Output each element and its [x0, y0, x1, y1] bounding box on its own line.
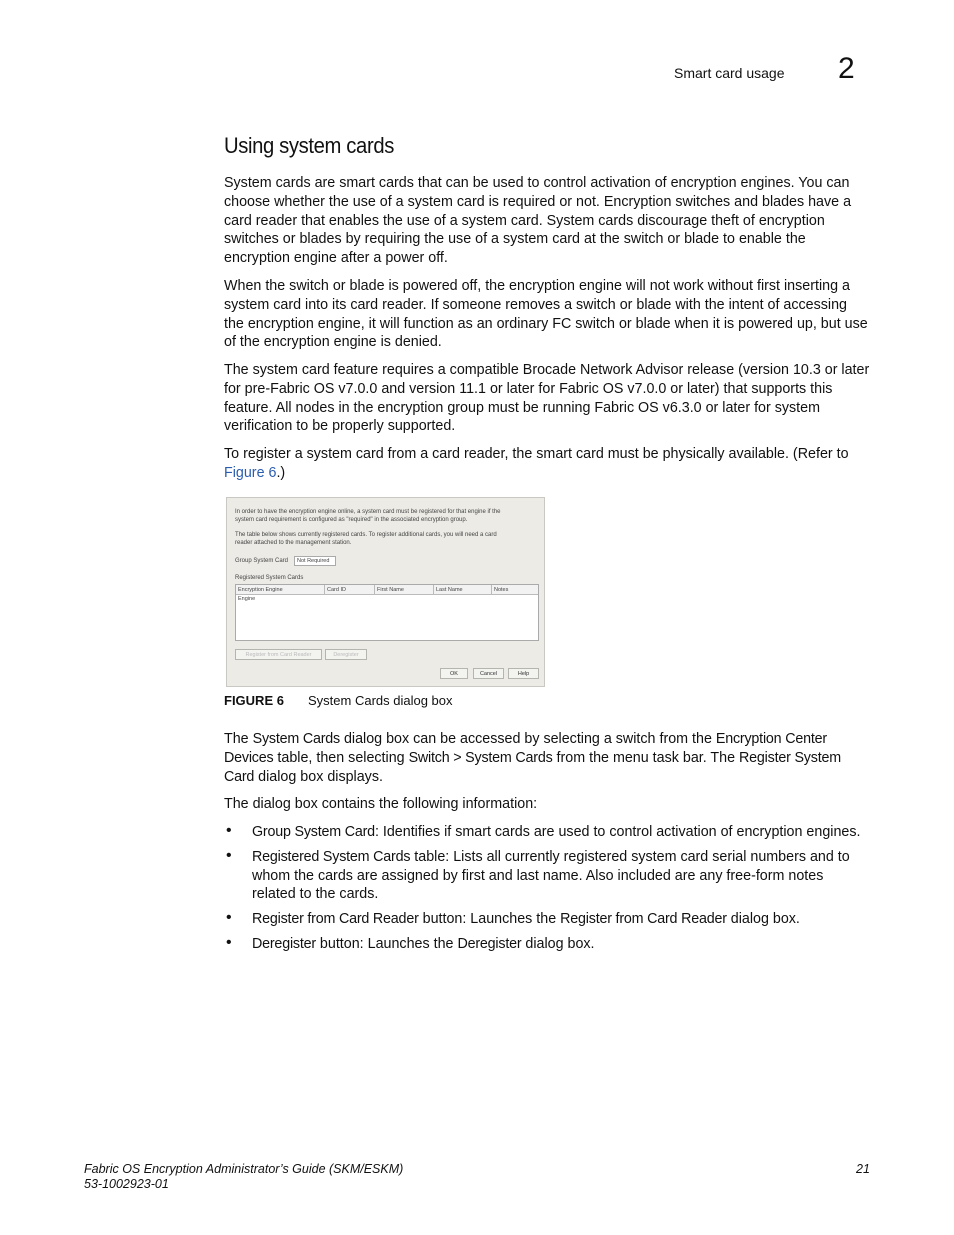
column-notes[interactable]: Notes: [492, 585, 538, 595]
paragraph-power-off: When the switch or blade is powered off, the encryption engine will not work without first inserting a system card into its card reader. If someone removes a switch or blade with the intent of accessing the encryption engine, it will function as an ordinary FC switch or blade when it is powered up, but use of the encryption engine is denied.: [224, 278, 868, 351]
register-text-end: .): [276, 464, 286, 481]
paragraph-register: [224, 445, 870, 483]
access-text: from the menu task bar. The: [552, 749, 740, 766]
ui-term-encryption-center-devices: Encryption Center Devices: [224, 731, 827, 766]
running-header-section: Smart card usage: [674, 65, 785, 81]
figure-6-link[interactable]: Figure 6: [224, 464, 277, 481]
ui-term-system-cards: System Cards: [252, 731, 340, 747]
information-list: [224, 823, 870, 954]
paragraph-intro: System cards are smart cards that can be used to control activation of encryption engines. You can choose whether the use of a system card is required or not. Encryption switches and blades have a card reader that enables the use of a system card. System cards discourage theft of encryption switches or blades by requiring the use of a system card at the switch or blade to enable the encryption engine after a power off.: [224, 175, 852, 267]
access-text: dialog box displays.: [254, 768, 383, 785]
column-first-name[interactable]: First Name: [375, 585, 434, 595]
list-item: [224, 823, 870, 842]
cancel-button[interactable]: Cancel: [473, 668, 504, 679]
list-item-text: : Identifies if smart cards are used to control activation of encryption engines.: [374, 824, 861, 840]
bullet-icon: •: [226, 933, 232, 951]
ok-button[interactable]: OK: [440, 668, 468, 679]
access-text: The: [224, 731, 253, 747]
footer-document-number: 53-1002923-01: [84, 1177, 169, 1191]
registered-cards-label: Registered System Cards: [235, 575, 304, 581]
deregister-button[interactable]: Deregister: [325, 649, 367, 660]
column-last-name[interactable]: Last Name: [434, 585, 492, 595]
bullet-icon: •: [226, 909, 232, 927]
list-item: [224, 848, 870, 904]
ui-term-switch-system-cards: Switch > System Cards: [408, 749, 553, 766]
list-item-text: table: Lists all currently registered system card serial numbers and to whom the cards are assigned by first and last name. Also included are any free-form notes related to the cards.: [252, 848, 850, 903]
bullet-icon: •: [226, 846, 232, 864]
help-button[interactable]: Help: [508, 668, 539, 679]
bullet-icon: •: [226, 822, 232, 839]
ui-term: Registered System Cards: [252, 848, 411, 865]
group-system-card-label: Group System Card: [235, 558, 289, 564]
access-text: dialog box can be accessed by selecting a switch from the: [339, 731, 716, 747]
ui-term: Deregister: [457, 935, 522, 952]
system-cards-dialog-screenshot: [226, 497, 545, 687]
paragraph-contains: The dialog box contains the following information:: [224, 796, 538, 812]
register-from-card-reader-button[interactable]: Register from Card Reader: [235, 649, 322, 660]
dialog-intro-line-1: In order to have the encryption engine online, a system card must be registered for that engine if the: [235, 509, 501, 515]
column-encryption-engine[interactable]: Encryption Engine: [236, 585, 325, 595]
list-item: [224, 935, 870, 954]
group-system-card-field[interactable]: Not Required: [294, 556, 336, 566]
ui-term: Register from Card Reader: [560, 911, 727, 928]
ui-term: Deregister: [252, 935, 316, 952]
figure-number: FIGURE 6: [224, 693, 284, 708]
figure-caption: System Cards dialog box: [308, 693, 453, 708]
chapter-number: 2: [838, 52, 855, 85]
ui-term: Group System Card: [252, 824, 375, 840]
list-item-text: dialog box.: [521, 935, 595, 952]
access-text: table, then selecting: [273, 749, 409, 766]
registered-cards-table[interactable]: [235, 584, 539, 641]
ui-term: Register from Card Reader: [252, 911, 419, 928]
table-row[interactable]: Engine: [238, 596, 256, 602]
list-item-text: button: Launches the: [315, 935, 458, 952]
dialog-intro-line-2: system card requirement is configured as "required" in the associated encryption group.: [235, 517, 468, 523]
column-card-id[interactable]: Card ID: [325, 585, 375, 595]
list-item-text: dialog box.: [726, 911, 800, 928]
paragraph-access: [224, 730, 870, 786]
dialog-intro-line-4: reader attached to the management station.: [235, 540, 352, 546]
register-text: To register a system card from a card reader, the smart card must be physically available. (Refer to: [224, 446, 849, 462]
list-item: [224, 910, 870, 929]
page-number: 21: [856, 1162, 870, 1176]
section-title: Using system cards: [224, 133, 394, 158]
dialog-intro-line-3: The table below shows currently registered cards. To register additional cards, you will need a card: [235, 532, 497, 538]
footer-document-title: Fabric OS Encryption Administrator’s Guide (SKM/ESKM): [84, 1162, 404, 1176]
ui-term-register-system-card: Register System Card: [224, 749, 841, 785]
list-item-text: button: Launches the: [418, 911, 561, 928]
paragraph-requirements: The system card feature requires a compatible Brocade Network Advisor release (version 10.3 or later for pre-Fabric OS v7.0.0 and version 11.1 or later for Fabric OS v7.0.0 or later) that supports this feature. All nodes in the encryption group must be running Fabric OS v6.3.0 or later for system verification to be properly supported.: [224, 362, 870, 435]
